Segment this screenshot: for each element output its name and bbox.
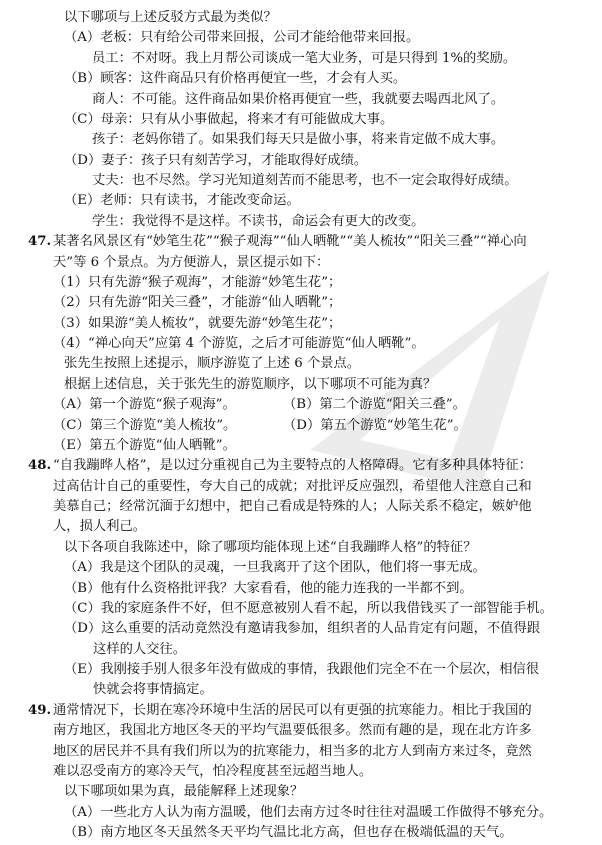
q46-option-d-line2: 丈夫：也不尽然。学习光知道刻苦而不能思考，也不一定会取得好成绩。: [92, 173, 518, 188]
q48-option-c: （C）我的家庭条件不好，但不愿意被别人看不起，所以我借钱买了一部智能手机。: [64, 601, 553, 616]
q47-condition-2: （2）只有先游“阳关三叠”，才能游“仙人晒靴”；: [53, 295, 342, 310]
q47-statement-1: 张先生按照上述提示，顺序游览了上述 6 个景点。: [64, 356, 361, 371]
q46-option-c-line1: （C）母亲：只有从小事做起，将来才有可能做成大事。: [64, 112, 394, 127]
q46-option-b-line1: （B）顾客：这件商品只有价格再便宜一些，才会有人买。: [64, 71, 407, 86]
q46-stem: 以下哪项与上述反驳方式最为类似？: [64, 10, 277, 25]
q47-condition-3: （3）如果游“美人梳妆”，就要先游“妙笔生花”；: [53, 316, 342, 331]
q49-option-a: （A）一些北方人认为南方温暖，他们去南方过冬时往往对温暖工作做得不够充分。: [64, 805, 553, 820]
q49-text-line1: 通常情况下，长期在寒冷环境中生活的居民可以有更强的抗寒能力。相比于我国的: [53, 703, 532, 718]
q49-text-line4: 难以忍受南方的寒冷天气，怕冷程度甚至远超当地人。: [53, 764, 373, 779]
q46-option-a-line2: 员工：不对呀。我上月帮公司谈成一笔大业务，可是只得到 1%的奖励。: [92, 51, 517, 66]
q48-text-line4: 人，损人利己。: [53, 519, 147, 534]
q46-option-d-line1: （D）妻子：孩子只有刻苦学习，才能取得好成绩。: [64, 153, 368, 168]
q48-option-b: （B）他有什么资格批评我？大家看看，他的能力连我的一半都不到。: [64, 581, 473, 596]
q49-text-line2: 南方地区，我国北方地区冬天的平均气温要低很多。然而有趣的是，现在北方许多: [53, 723, 532, 738]
q47-option-e: （E）第五个游览“仙人晒靴”。: [53, 438, 236, 453]
q47-text-line2: 天”等 6 个景点。为方便游人，景区提示如下：: [53, 255, 330, 270]
q46-option-e-line2: 学生：我觉得不是这样。不读书，命运会有更大的改变。: [92, 214, 425, 229]
q48-text-line1: “自我蹦晔人格”，是以过分重视自己为主要特点的人格障碍。它有多种具体特征：: [53, 458, 532, 473]
q48-option-d-line1: （D）这么重要的活动竟然没有邀请我参加，组织者的人品肯定有问题，不值得跟: [64, 621, 541, 636]
q48-option-d-line2: 这样的人交往。: [93, 642, 187, 657]
q48-option-a: （A）我是这个团队的灵魂，一旦我离开了这个团队，他们将一事无成。: [64, 560, 486, 575]
q47-option-d: （D）第五个游览“妙笔生花”。: [283, 418, 467, 433]
q47-condition-4: （4）“禅心向天”应第 4 个游览，之后才可能游览“仙人晒靴”。: [53, 336, 425, 351]
q46-option-a-line1: （A）老板：只有给公司带来回报，公司才能给他带来回报。: [64, 30, 420, 45]
q48-stem: 以下各项自我陈述中，除了哪项均能体现上述“自我蹦晔人格”的特征？: [64, 540, 477, 555]
q47-condition-1: （1）只有先游“猴子观海”，才能游“妙笔生花”；: [53, 275, 342, 290]
q48-number: 48.: [28, 458, 52, 473]
q49-number: 49.: [28, 703, 52, 718]
q46-option-c-line2: 孩子：老妈你错了。如果我们每天只是做小事，将来肯定做不成大事。: [92, 132, 505, 147]
q46-option-e-line1: （E）老师：只有读书，才能改变命运。: [64, 193, 300, 208]
q47-option-c: （C）第三个游览“美人梳妆”。: [53, 418, 237, 433]
q49-stem: 以下哪项如果为真，最能解释上述现象？: [64, 784, 304, 799]
q46-option-b-line2: 商人：不可能。这件商品如果价格再便宜一些，我就要去喝西北风了。: [92, 92, 505, 107]
q47-option-b: （B）第二个游览“阳关三叠”。: [283, 397, 466, 412]
q48-option-e-line2: 快就会将事情搞定。: [93, 682, 213, 697]
q47-text-line1: 某著名风景区有“妙笔生花”“猴子观海”“仙人晒靴”“美人梳妆”“阳关三叠”“禅心向: [53, 234, 527, 249]
q47-stem: 根据上述信息，关于张先生的游览顺序，以下哪项不可能为真？: [64, 377, 437, 392]
q48-text-line3: 美慕自己；经常沉湎于幻想中，把自己看成是特殊的人；人际关系不稳定，嫉妒他: [53, 499, 532, 514]
q48-text-line2: 过高估计自己的重要性，夸大自己的成就；对批评反应强烈，希望他人注意自己和: [53, 479, 532, 494]
q47-option-a: （A）第一个游览“猴子观海”。: [53, 397, 236, 412]
q49-text-line3: 地区的居民并不具有我们所以为的抗寒能力，相当多的北方人到南方来过冬，竟然: [53, 744, 532, 759]
q48-option-e-line1: （E）我刚接手别人很多年没有做成的事情，我跟他们完全不在一个层次，相信很: [64, 662, 540, 677]
q49-option-b: （B）南方地区冬天虽然冬天平均气温比北方高，但也存在极端低温的天气。: [64, 825, 513, 840]
q47-number: 47.: [28, 234, 52, 249]
